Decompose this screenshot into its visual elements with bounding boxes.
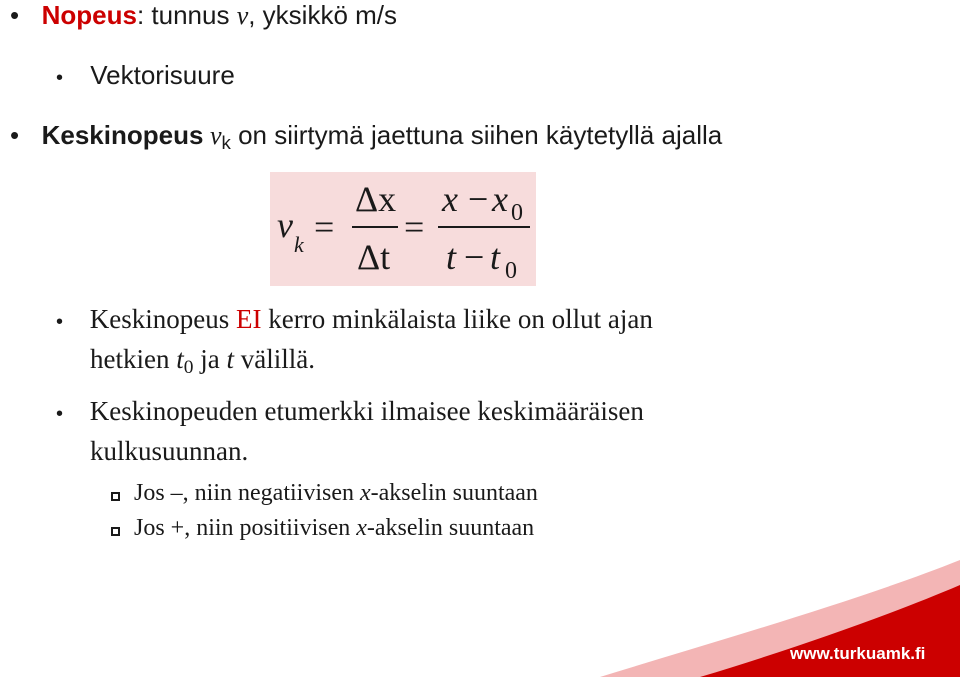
sub1-axis: x [359,480,371,506]
b4-t-sub: 0 [183,357,194,379]
formula-equals-1: = [314,207,335,247]
b3-text: on siirtymä jaettuna siihen käytetyllä ajalla [230,120,723,150]
b4-t-symbol: t [176,344,184,374]
term-keskinopeus: Keskinopeus [41,120,204,150]
b1-symbol: v [236,1,249,30]
bullet-dot-icon: • [56,67,64,89]
formula-den-t0-sub: 0 [505,258,517,284]
bullet-dot-icon: • [10,0,20,30]
b4-emph: EI [236,304,262,334]
formula-den-minus: − [464,237,485,277]
b4-text-2: kerro minkälaista liike on ollut ajan [261,304,653,334]
footer-url-link[interactable]: www.turkuamk.fi [790,644,926,663]
formula-num-x0: x [492,179,508,219]
formula-lhs-sub: k [294,232,304,257]
formula-lhs-v: v [277,205,293,245]
sub1-text-2: -akselin suuntaan [370,480,538,506]
sub2-axis: x [356,515,367,541]
formula-delta-t: Δt [357,237,391,277]
b5-line-1: Keskinopeuden etumerkki ilmaisee keskimääräisen [89,396,644,426]
b4-text-1: Keskinopeus [89,304,236,334]
sub2-text-1: Jos +, niin positiivisen [134,515,357,541]
sub2-text-2: -akselin suuntaan [366,515,535,541]
formula-den-t0: t [490,237,501,277]
b1-text-b: , yksikkö m/s [248,0,398,30]
formula-den-t: t [446,237,457,277]
b2-text: Vektorisuure [90,60,235,90]
b4-t2-symbol: t [226,344,234,374]
b4-line2-a: hetkien [90,344,177,374]
bullet-dot-icon: • [10,120,20,150]
b3-subscript: k [221,132,231,154]
b4-line2-b: ja [193,344,227,374]
b3-symbol: v [209,121,222,150]
formula-equals-2: = [404,207,425,247]
term-nopeus: Nopeus [41,0,137,30]
bullet-dot-icon: • [56,403,64,425]
formula-num-x: x [442,179,458,219]
formula-num-x0-sub: 0 [511,200,523,226]
formula-delta-x: Δx [355,179,397,219]
sub1-text-1: Jos –, niin negatiivisen [134,480,360,506]
bullet-dot-icon: • [56,311,64,333]
b5-line-2: kulkusuunnan. [90,436,249,466]
b4-line2-c: välillä. [233,344,315,374]
b1-text-a: : tunnus [136,0,237,30]
formula-num-minus: − [468,179,489,219]
